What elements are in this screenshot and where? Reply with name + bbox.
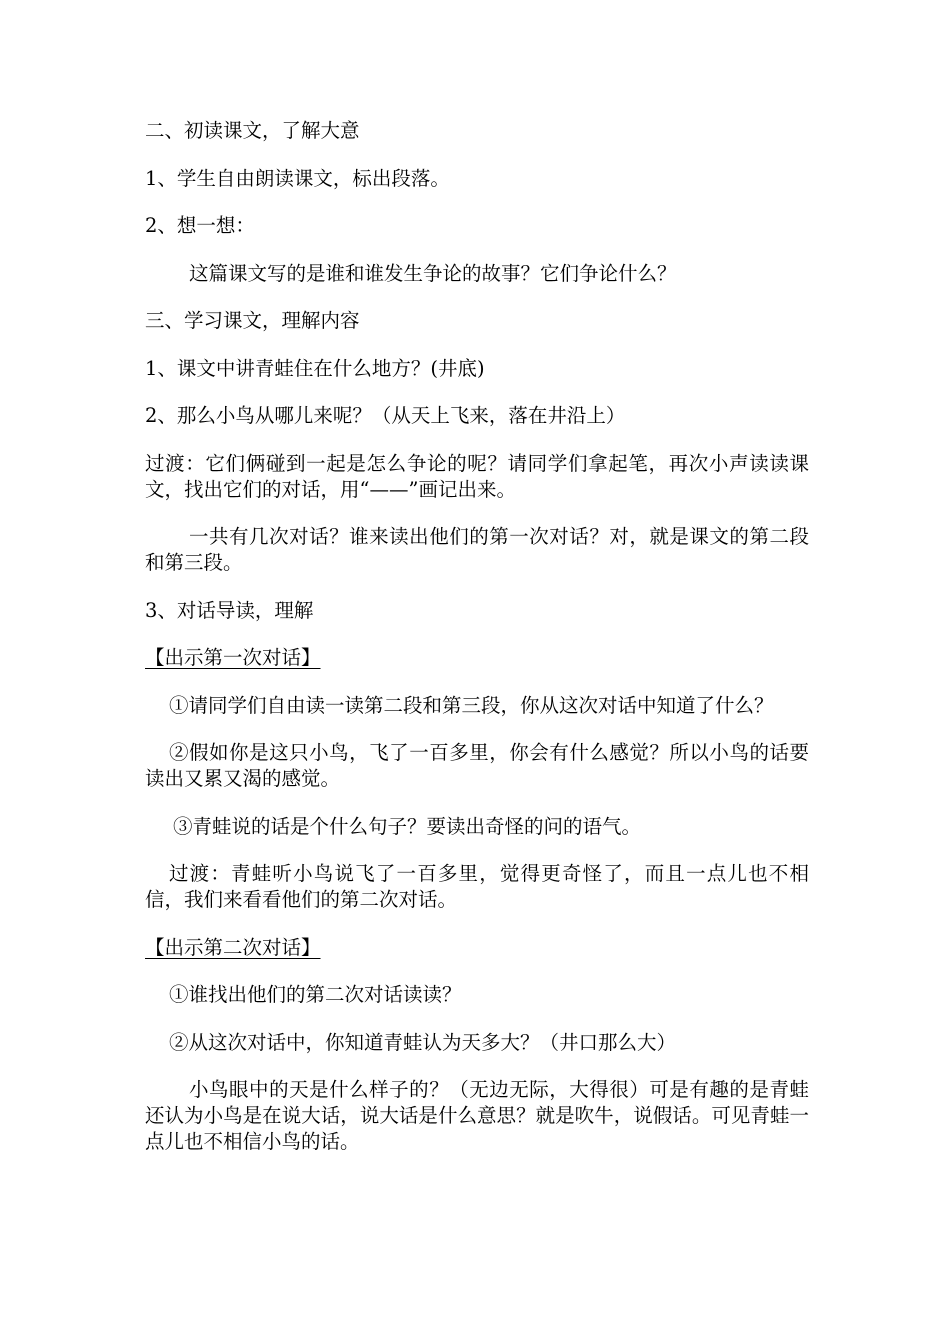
list-item: ③青蛙说的话是个什么句子？要读出奇怪的问的语气。 xyxy=(173,814,642,838)
section-3-heading: 三、学习课文，理解内容 xyxy=(145,309,360,332)
transition-paragraph: 过渡：它们俩碰到一起是怎么争论的呢？请同学们拿起笔，再次小声读读课文，找出它们的对话，用“——”画记出来。 xyxy=(145,451,809,501)
list-item: ①请同学们自由读一读第二段和第三段，你从这次对话中知道了什么？ xyxy=(169,693,774,717)
list-item: 1、课文中讲青蛙住在什么地方？(井底) xyxy=(145,356,485,380)
section-2-heading: 二、初读课文，了解大意 xyxy=(145,119,360,142)
dialogue-1-header xyxy=(145,645,809,671)
dialogue-2-header-text: 【出示第二次对话】 xyxy=(145,935,321,959)
dialogue-2-header xyxy=(145,935,809,961)
list-item: 2、那么小鸟从哪儿来呢？（从天上飞来，落在井沿上） xyxy=(145,404,626,427)
dialogue-1-header-text: 【出示第一次对话】 xyxy=(145,646,321,669)
list-item: ②假如你是这只小鸟，飞了一百多里，你会有什么感觉？所以小鸟的话要读出又累又渴的感觉。 xyxy=(145,741,809,790)
list-item: 2、想一想： xyxy=(145,214,255,237)
transition-paragraph: 过渡：青蛙听小鸟说飞了一百多里，觉得更奇怪了，而且一点儿也不相信，我们来看看他们的第二次对话。 xyxy=(145,862,809,911)
body-paragraph: 小鸟眼中的天是什么样子的？（无边无际，大得很）可是有趣的是青蛙还认为小鸟是在说大话，说大话是什么意思？就是吹牛，说假话。可见青蛙一点儿也不相信小鸟的话。 xyxy=(145,1078,809,1153)
body-paragraph: 一共有几次对话？谁来读出他们的第一次对话？对，就是课文的第二段和第三段。 xyxy=(145,525,809,574)
document-page xyxy=(145,118,809,1177)
list-item: ②从这次对话中，你知道青蛙认为天多大？（井口那么大） xyxy=(169,1030,677,1054)
list-item: ①谁找出他们的第二次对话读读？ xyxy=(169,983,462,1006)
question-paragraph: 这篇课文写的是谁和谁发生争论的故事？它们争论什么？ xyxy=(189,261,677,285)
list-item: 1、学生自由朗读课文，标出段落。 xyxy=(145,166,450,190)
list-item: 3、对话导读，理解 xyxy=(145,598,314,622)
